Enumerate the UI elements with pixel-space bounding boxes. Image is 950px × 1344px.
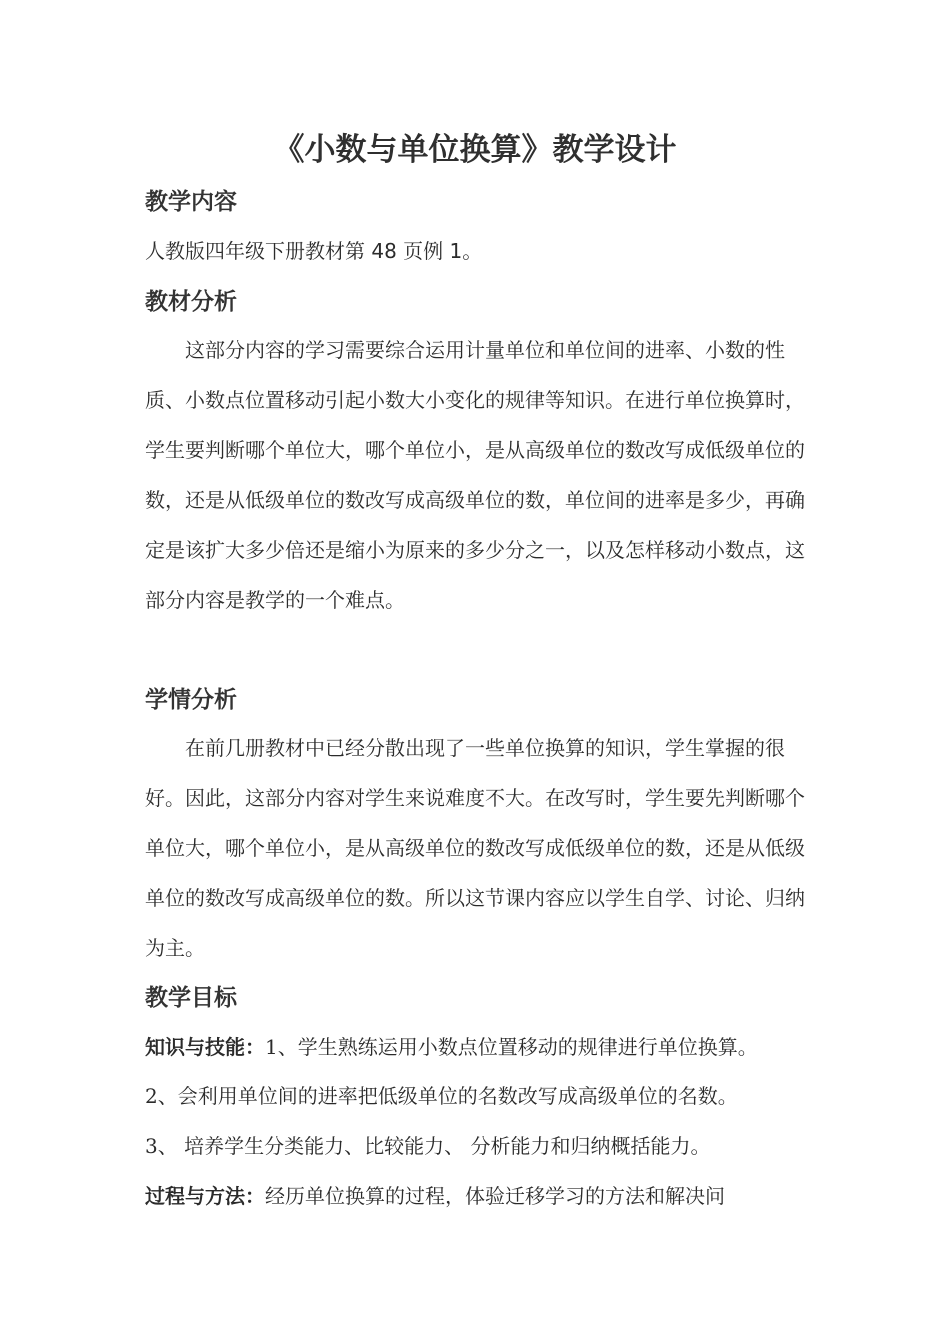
teaching-content-text: [145, 236, 482, 266]
heading-teaching-content: 教学内容: [145, 189, 237, 215]
heading-material-analysis: 教材分析: [145, 289, 237, 315]
material-analysis-paragraph: 这部分内容的学习需要综合运用计量单位和单位间的进率、小数的性质、小数点位置移动引起小数大小变化的规律等知识。在进行单位换算时，学生要判断哪个单位大，哪个单位小，是从高级单位的数改写成低级单位的数，还是从低级单位的数改写成高级单位的数，单位间的进率是多少，再确定是该扩大多少倍还是缩小为原来的多少分之一，以及怎样移动小数点，这部分内容是教学的一个难点。: [145, 338, 805, 612]
textbook-ref-a: 教材第: [305, 239, 365, 263]
textbook-ref-b: 页例: [403, 239, 444, 263]
goal-item-2-a: 2、会利用单位间的进率把: [145, 1084, 378, 1108]
goal-item-2-c: 的名数改写成高级单位的名数。: [457, 1084, 738, 1108]
goal-process-text: 经历单位换算的过程，体验迁移学习的方法和解决问: [265, 1184, 725, 1208]
heading-teaching-goals: 教学目标: [145, 985, 237, 1011]
goal-knowledge-line: [145, 1032, 758, 1062]
document-title: 《小数与单位换算》教学设计: [273, 132, 677, 168]
goal-item-2: [145, 1081, 738, 1111]
goal-knowledge-label: 知识与技能：: [145, 1035, 265, 1059]
heading-student-analysis: 学情分析: [145, 687, 237, 713]
example-number: 1。: [443, 239, 483, 263]
textbook-name: 人教版四年级下册: [145, 239, 305, 263]
goal-knowledge-text: 1、学生熟练运用小数点位置移动的规律进行单位换算。: [265, 1035, 758, 1059]
goal-item-2-highlight: 低级单位: [377, 1084, 458, 1108]
student-analysis-paragraph: 在前几册教材中已经分散出现了一些单位换算的知识，学生掌握的很好。因此，这部分内容对学生来说难度不大。在改写时，学生要先判断哪个单位大，哪个单位小，是从高级单位的数改写成低级单位的数，还是从低级单位的数改写成高级单位的数。所以这节课内容应以学生自学、讨论、归纳为主。: [145, 736, 805, 960]
goal-item-3: 3、 培养学生分类能力、比较能力、 分析能力和归纳概括能力。: [145, 1134, 711, 1158]
goal-process-line: [145, 1181, 725, 1211]
goal-process-label: 过程与方法：: [145, 1184, 265, 1208]
page-number: 48: [365, 239, 404, 263]
